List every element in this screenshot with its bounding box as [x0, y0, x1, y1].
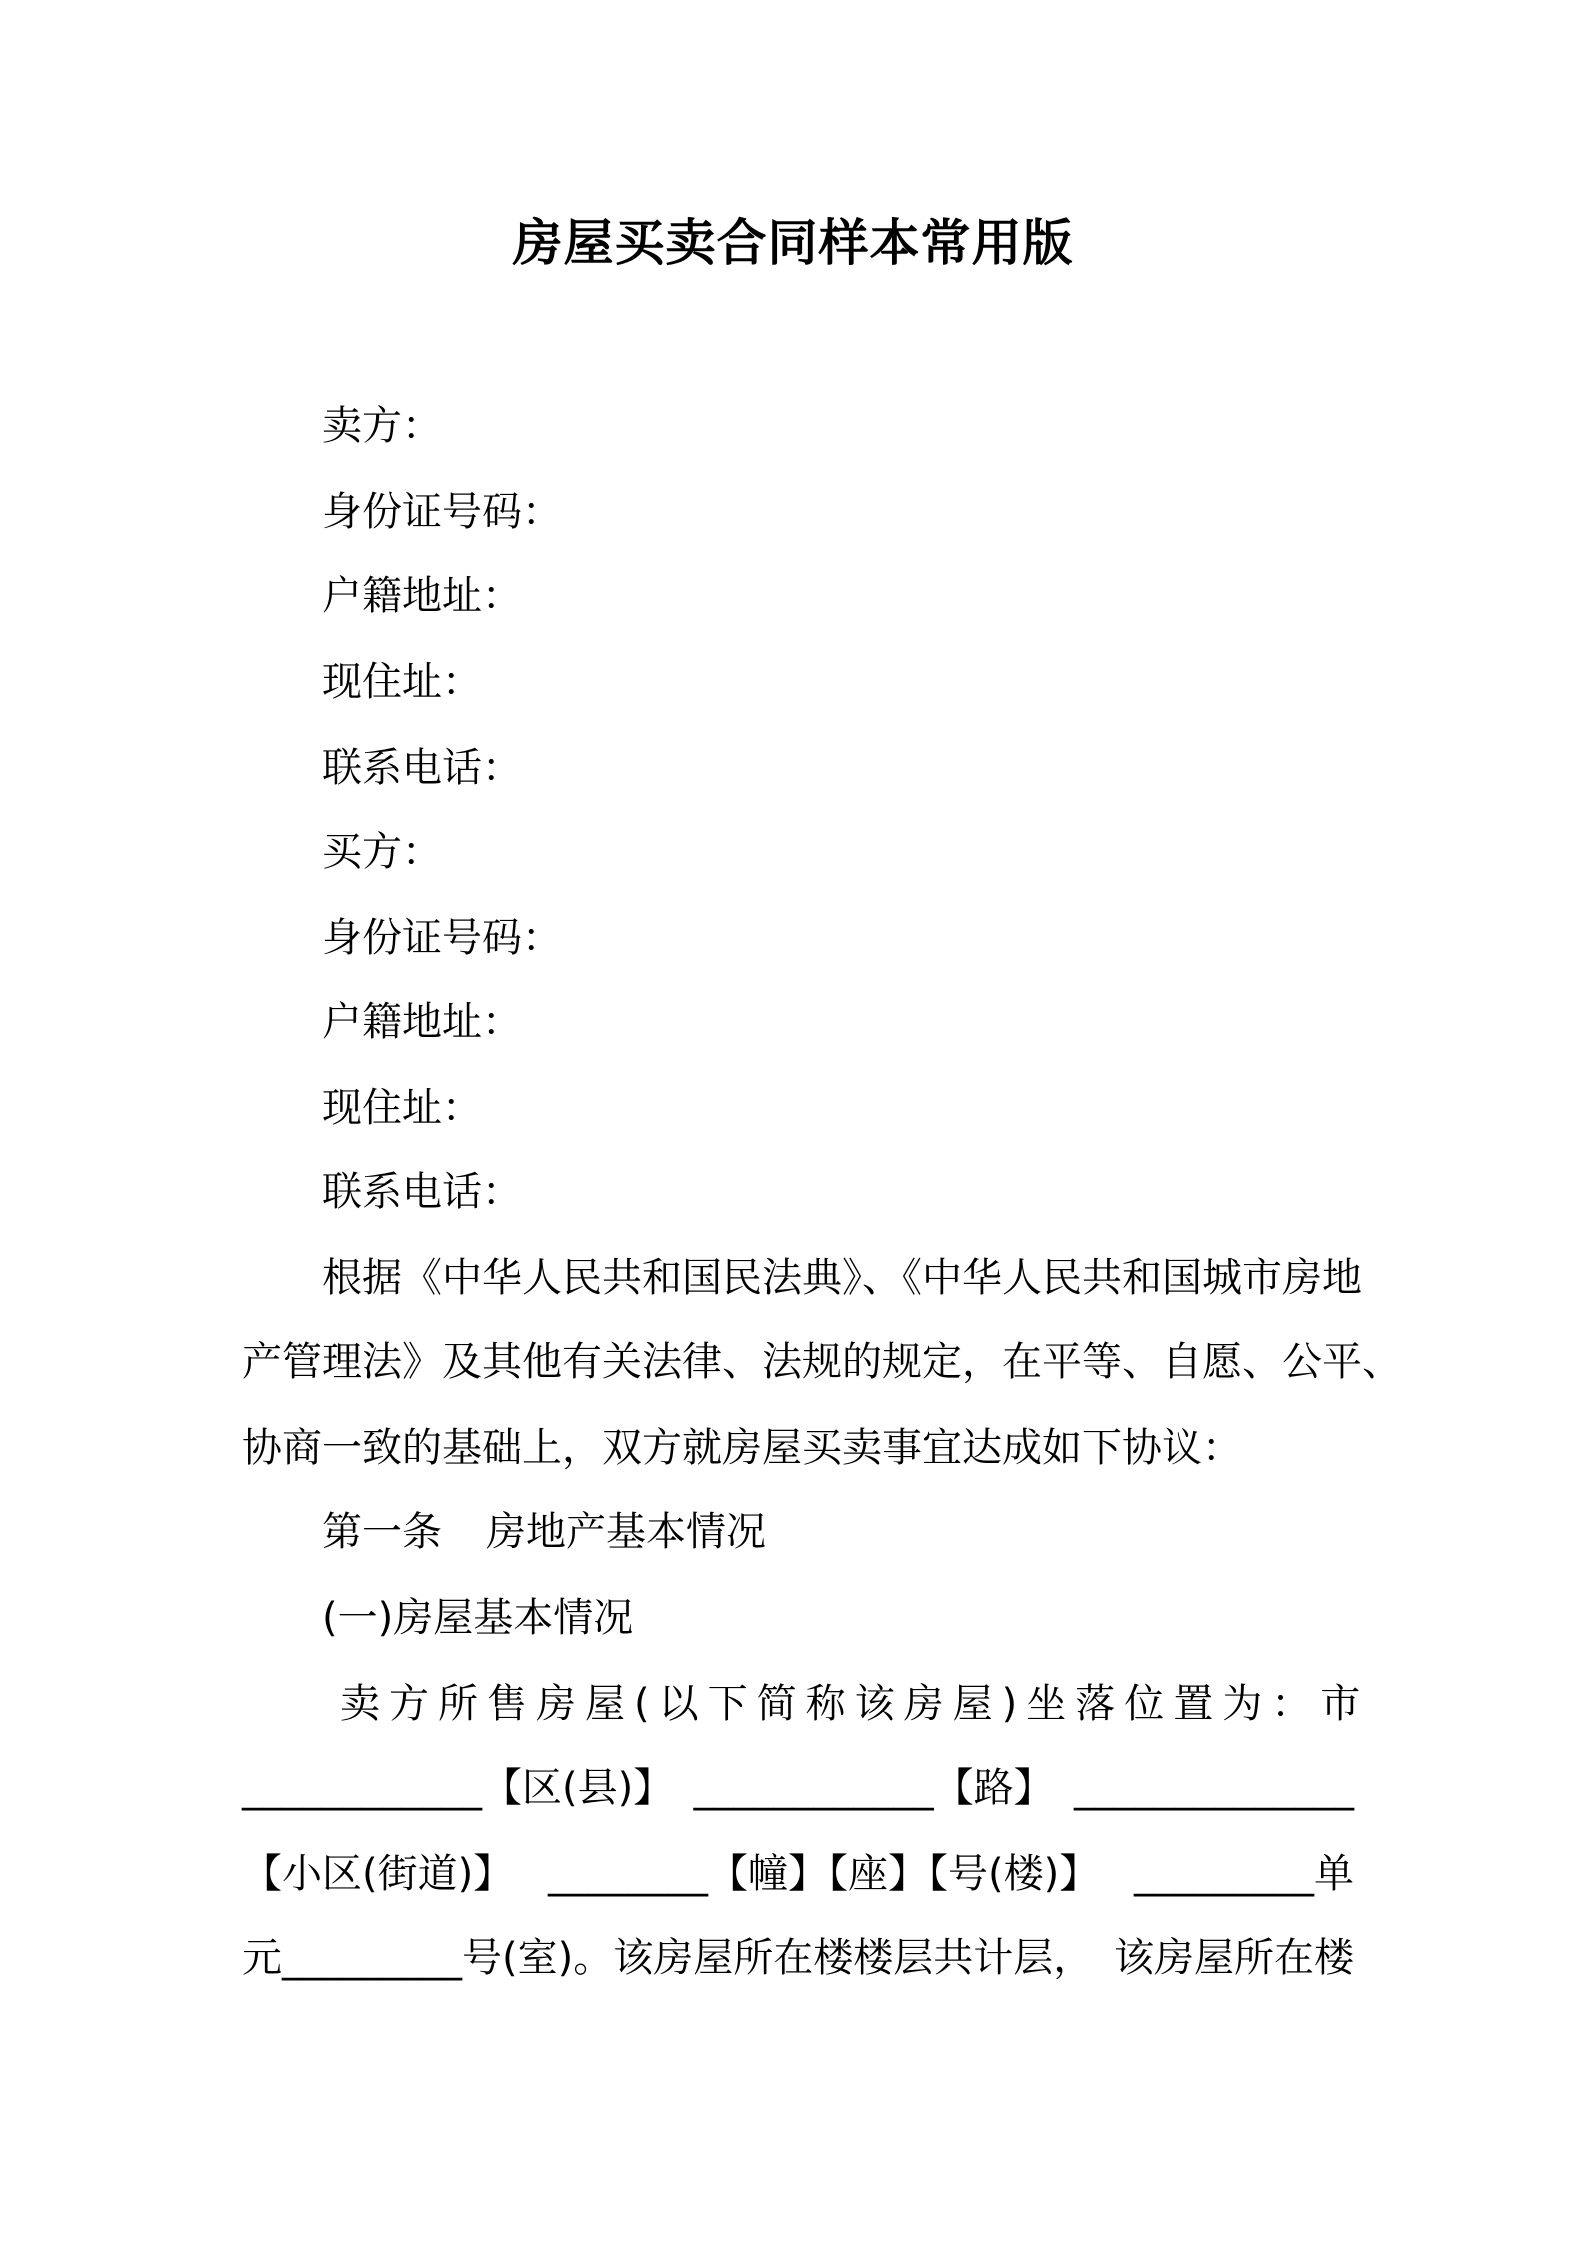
road-blank: ____________【路】 [693, 1765, 1054, 1811]
seller-current-address-label: 现住址： [322, 659, 482, 705]
article-1-number: 第一条 [322, 1509, 442, 1555]
buyer-id-label: 身份证号码： [322, 915, 562, 961]
seller-label: 卖方： [322, 403, 442, 449]
location-line-1 [340, 1676, 1361, 1732]
location-line-1-city: 市 [1320, 1681, 1361, 1727]
preamble-line-1: 根据《中华人民共和国民法典》、《中华人民共和国城市房地 [322, 1255, 1362, 1301]
preamble-line-2: 产管理法》及其他有关法律、法规的规定，在平等、自愿、公平、 [242, 1339, 1402, 1385]
room-floor-text: 元_________号(室)。该房屋所在楼楼层共计层， [242, 1935, 1094, 1981]
article-1-heading [322, 1504, 766, 1560]
buyer-label: 买方： [322, 829, 442, 875]
buyer-household-address-label: 户籍地址： [322, 999, 522, 1045]
location-line-4 [242, 1930, 1354, 1986]
community-label: 【小区(街道)】 [242, 1851, 514, 1897]
road-number-blank: ______________ [1074, 1765, 1354, 1811]
seller-id-label: 身份证号码： [322, 489, 562, 535]
buyer-current-address-label: 现住址： [322, 1085, 482, 1131]
seller-household-address-label: 户籍地址： [322, 573, 522, 619]
building-blank: ________【幢】【座】【号(楼)】 [548, 1851, 1100, 1897]
location-line-3 [242, 1846, 1354, 1902]
article-1-title: 房地产基本情况 [486, 1509, 766, 1555]
location-line-2 [242, 1760, 1354, 1816]
district-blank: ____________【区(县)】 [242, 1765, 674, 1811]
page-title: 房屋买卖合同样本常用版 [512, 214, 1074, 272]
unit-blank: _________单 [1134, 1851, 1354, 1897]
location-line-1-text: 卖方所售房屋(以下简称该房屋)坐落位置为： [340, 1681, 1321, 1727]
preamble-line-3: 协商一致的基础上，双方就房屋买卖事宜达成如下协议： [242, 1425, 1242, 1471]
section-1-heading: (一)房屋基本情况 [322, 1595, 634, 1641]
room-floor-text-end: 该房屋所在楼 [1114, 1935, 1354, 1981]
seller-phone-label: 联系电话： [322, 745, 522, 791]
buyer-phone-label: 联系电话： [322, 1169, 522, 1215]
